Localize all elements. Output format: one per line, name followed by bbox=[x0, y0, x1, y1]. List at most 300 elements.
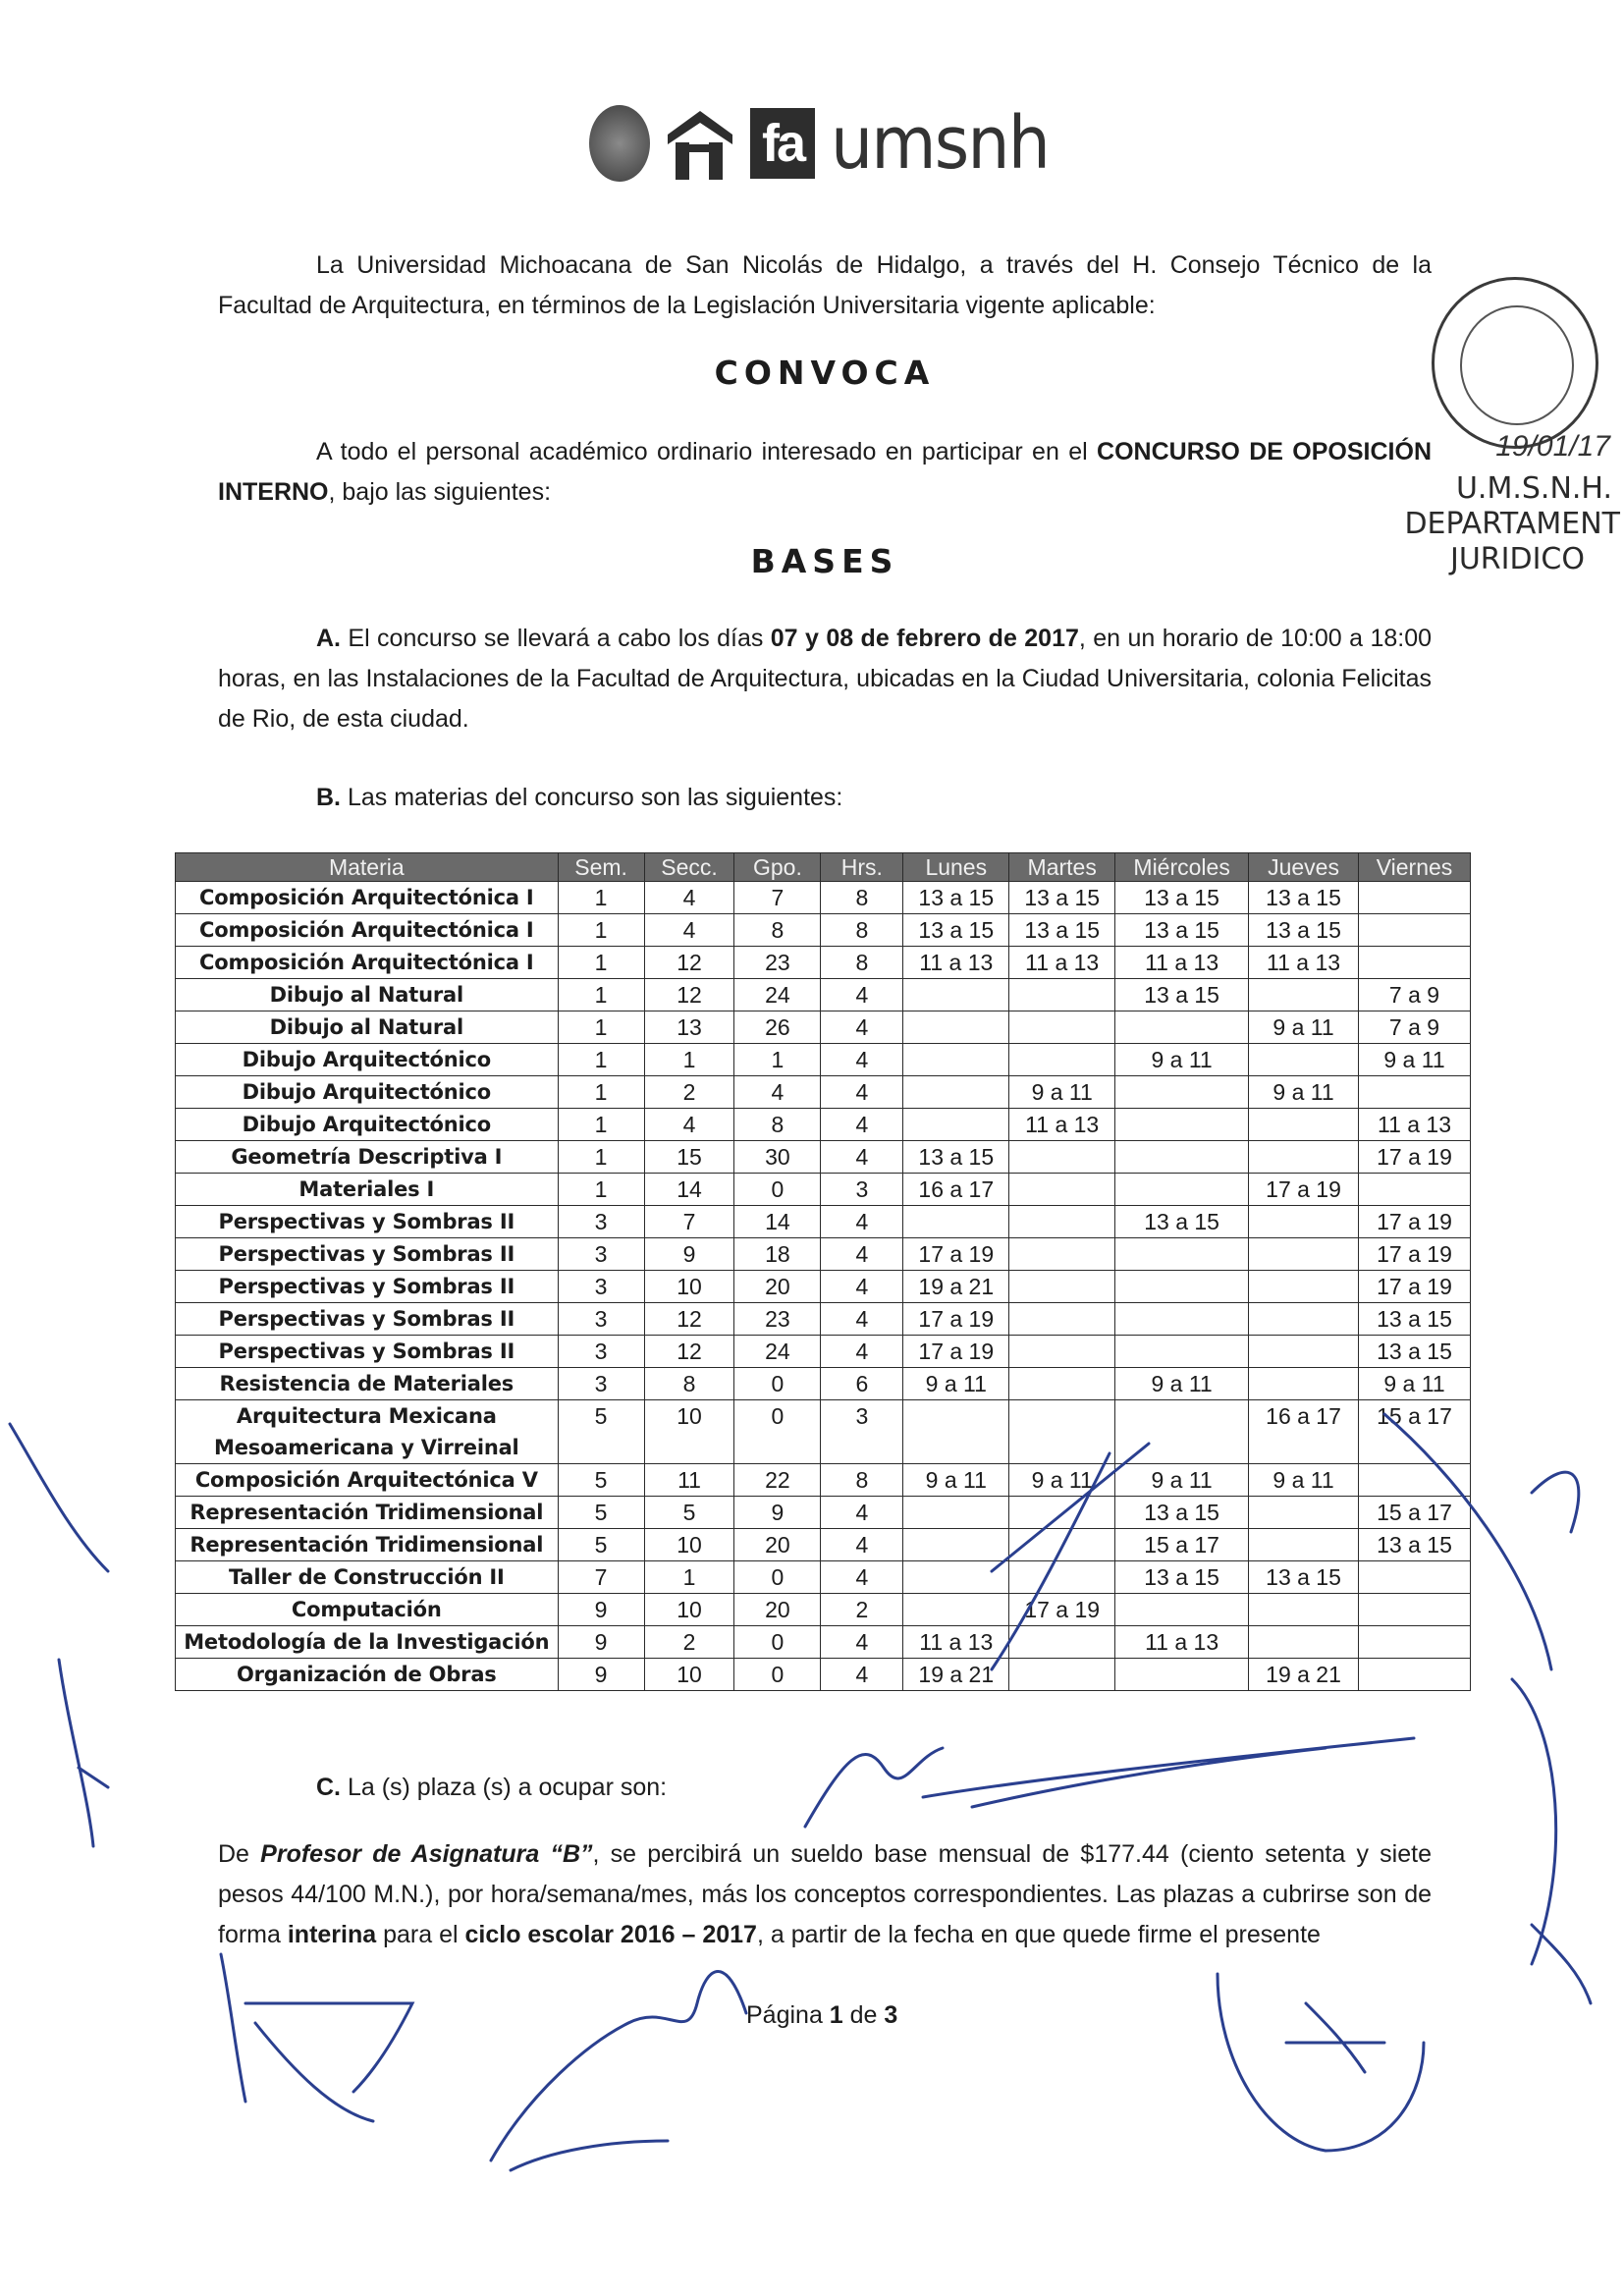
table-cell: 4 bbox=[821, 1529, 903, 1561]
stamp-date: 19/01/17 bbox=[1495, 430, 1610, 463]
table-cell: 4 bbox=[644, 882, 734, 914]
table-cell bbox=[1249, 1238, 1359, 1271]
column-header: Secc. bbox=[644, 853, 734, 882]
table-cell: 8 bbox=[644, 1368, 734, 1400]
table-cell: 13 a 15 bbox=[1359, 1529, 1471, 1561]
table-cell: 12 bbox=[644, 1336, 734, 1368]
subject-cell: Dibujo al Natural bbox=[176, 979, 559, 1011]
table-cell: 7 bbox=[644, 1206, 734, 1238]
table-cell bbox=[1115, 1303, 1249, 1336]
table-cell: 9 a 11 bbox=[1249, 1464, 1359, 1497]
table-row bbox=[176, 1303, 1471, 1336]
table-cell: 1 bbox=[558, 914, 644, 947]
table-cell: 26 bbox=[734, 1011, 821, 1044]
table-cell: 9 a 11 bbox=[1115, 1464, 1249, 1497]
table-cell bbox=[1249, 1206, 1359, 1238]
table-cell: 2 bbox=[644, 1076, 734, 1109]
table-row bbox=[176, 1044, 1471, 1076]
table-cell bbox=[1009, 1271, 1115, 1303]
table-cell: 9 bbox=[558, 1594, 644, 1626]
section-c-label: C. bbox=[316, 1774, 341, 1801]
table-cell: 13 a 15 bbox=[1249, 882, 1359, 914]
table-cell: 30 bbox=[734, 1141, 821, 1174]
page-of: de bbox=[842, 2001, 885, 2029]
table-cell: 13 a 15 bbox=[903, 914, 1009, 947]
table-cell: 17 a 19 bbox=[903, 1303, 1009, 1336]
table-cell: 17 a 19 bbox=[1359, 1271, 1471, 1303]
table-cell: 11 a 13 bbox=[1009, 947, 1115, 979]
invitation-text-end: , bajo las siguientes: bbox=[328, 478, 552, 506]
page-label: Página bbox=[746, 2001, 830, 2029]
table-cell: 0 bbox=[734, 1174, 821, 1206]
table-cell bbox=[1249, 1368, 1359, 1400]
plaza-ciclo: ciclo escolar 2016 – 2017 bbox=[464, 1921, 757, 1948]
table-cell: 18 bbox=[734, 1238, 821, 1271]
table-cell bbox=[1249, 1336, 1359, 1368]
subject-cell: Representación Tridimensional bbox=[176, 1529, 559, 1561]
subject-cell: Dibujo Arquitectónico bbox=[176, 1044, 559, 1076]
subject-cell: Composición Arquitectónica V bbox=[176, 1464, 559, 1497]
table-row bbox=[176, 1626, 1471, 1659]
subject-cell: Resistencia de Materiales bbox=[176, 1368, 559, 1400]
faculty-logo bbox=[589, 98, 1067, 189]
subject-cell: Perspectivas y Sombras II bbox=[176, 1336, 559, 1368]
table-cell bbox=[1249, 1626, 1359, 1659]
table-cell: 13 a 15 bbox=[903, 1141, 1009, 1174]
table-cell: 10 bbox=[644, 1400, 734, 1464]
signature-right-2 bbox=[1512, 1679, 1591, 2003]
plaza-text-2: , se percibirá un sueldo base mensual de $177.44 (ciento setenta y siete pesos 44/100 M.N.), por hora/semana/mes, más los conceptos correspondientes. Las plazas a cubrirse son de forma bbox=[218, 1840, 1432, 1948]
invitation-paragraph bbox=[218, 432, 1432, 513]
table-cell: 4 bbox=[821, 1271, 903, 1303]
subject-cell: Composición Arquitectónica I bbox=[176, 882, 559, 914]
table-cell: 11 a 13 bbox=[1359, 1109, 1471, 1141]
table-cell: 0 bbox=[734, 1400, 821, 1464]
table-cell: 9 bbox=[644, 1238, 734, 1271]
table-cell: 13 a 15 bbox=[1115, 1206, 1249, 1238]
subjects-table bbox=[175, 852, 1471, 1691]
subject-cell: Dibujo Arquitectónico bbox=[176, 1076, 559, 1109]
table-cell bbox=[1115, 1594, 1249, 1626]
table-cell: 1 bbox=[644, 1044, 734, 1076]
table-cell: 4 bbox=[821, 1659, 903, 1691]
section-c-paragraph bbox=[218, 1768, 1432, 1808]
table-cell: 3 bbox=[558, 1271, 644, 1303]
table-cell: 19 a 21 bbox=[903, 1659, 1009, 1691]
table-cell: 1 bbox=[734, 1044, 821, 1076]
column-header: Gpo. bbox=[734, 853, 821, 882]
table-cell bbox=[1009, 1400, 1115, 1464]
table-cell: 13 bbox=[644, 1011, 734, 1044]
table-row bbox=[176, 1206, 1471, 1238]
table-cell bbox=[1009, 979, 1115, 1011]
column-header: Martes bbox=[1009, 853, 1115, 882]
page-total: 3 bbox=[884, 2001, 898, 2029]
table-cell: 0 bbox=[734, 1368, 821, 1400]
table-row bbox=[176, 1659, 1471, 1691]
table-cell: 23 bbox=[734, 1303, 821, 1336]
table-cell bbox=[1009, 1011, 1115, 1044]
table-cell bbox=[1249, 1303, 1359, 1336]
table-cell: 1 bbox=[558, 1141, 644, 1174]
table-cell: 3 bbox=[821, 1174, 903, 1206]
stamp-line-1: U.M.S.N.H. bbox=[1455, 471, 1612, 506]
table-cell bbox=[1115, 1336, 1249, 1368]
house-icon bbox=[664, 105, 736, 182]
page-number bbox=[746, 2001, 897, 2030]
table-cell: 12 bbox=[644, 1303, 734, 1336]
table-cell bbox=[1359, 914, 1471, 947]
table-cell: 7 bbox=[558, 1561, 644, 1594]
subject-cell: Composición Arquitectónica I bbox=[176, 947, 559, 979]
table-cell bbox=[1115, 1659, 1249, 1691]
table-cell bbox=[1115, 1238, 1249, 1271]
table-cell: 13 a 15 bbox=[1115, 882, 1249, 914]
signature-bottom-right bbox=[1218, 1974, 1424, 2151]
table-cell: 11 a 13 bbox=[1249, 947, 1359, 979]
table-cell bbox=[903, 1044, 1009, 1076]
table-cell bbox=[1115, 1271, 1249, 1303]
table-cell bbox=[1009, 1626, 1115, 1659]
subject-cell: Perspectivas y Sombras II bbox=[176, 1303, 559, 1336]
section-a-text-end: , en un horario de 10:00 a 18:00 horas, en las Instalaciones de la Facultad de Arquitectura, ubicadas en la Ciudad Universitaria, colonia Felicitas de Rio, de esta ciudad. bbox=[218, 625, 1433, 733]
table-cell: 3 bbox=[558, 1303, 644, 1336]
table-cell: 17 a 19 bbox=[1359, 1238, 1471, 1271]
table-cell: 14 bbox=[644, 1174, 734, 1206]
table-cell bbox=[903, 1594, 1009, 1626]
table-cell: 4 bbox=[821, 1206, 903, 1238]
fa-logo: fa bbox=[750, 108, 815, 179]
table-cell: 13 a 15 bbox=[1009, 882, 1115, 914]
table-cell bbox=[903, 1529, 1009, 1561]
subject-cell: Arquitectura Mexicana Mesoamericana y Virreinal bbox=[176, 1400, 559, 1464]
table-cell bbox=[903, 1011, 1009, 1044]
table-cell bbox=[1115, 1109, 1249, 1141]
contest-dates: 07 y 08 de febrero de 2017 bbox=[770, 625, 1079, 652]
table-row bbox=[176, 1271, 1471, 1303]
table-row bbox=[176, 947, 1471, 979]
table-cell: 4 bbox=[821, 1011, 903, 1044]
table-cell bbox=[1115, 1174, 1249, 1206]
table-cell: 3 bbox=[558, 1368, 644, 1400]
table-cell: 20 bbox=[734, 1529, 821, 1561]
table-cell: 7 a 9 bbox=[1359, 979, 1471, 1011]
column-header: Jueves bbox=[1249, 853, 1359, 882]
juridico-stamp bbox=[1404, 265, 1620, 579]
table-cell: 8 bbox=[821, 947, 903, 979]
table-cell bbox=[1249, 1271, 1359, 1303]
table-cell: 10 bbox=[644, 1271, 734, 1303]
table-cell: 9 bbox=[734, 1497, 821, 1529]
table-cell bbox=[1009, 1336, 1115, 1368]
table-cell: 22 bbox=[734, 1464, 821, 1497]
table-cell bbox=[1249, 1044, 1359, 1076]
table-cell: 3 bbox=[558, 1238, 644, 1271]
table-row bbox=[176, 1076, 1471, 1109]
column-header: Materia bbox=[176, 853, 559, 882]
table-cell: 4 bbox=[821, 1044, 903, 1076]
table-cell: 8 bbox=[734, 914, 821, 947]
table-row bbox=[176, 979, 1471, 1011]
table-cell bbox=[903, 1400, 1009, 1464]
table-cell: 13 a 15 bbox=[1115, 1561, 1249, 1594]
table-cell: 4 bbox=[821, 1238, 903, 1271]
table-cell: 13 a 15 bbox=[1249, 1561, 1359, 1594]
table-cell bbox=[1249, 979, 1359, 1011]
table-cell: 9 a 11 bbox=[1009, 1464, 1115, 1497]
plaza-paragraph bbox=[218, 1834, 1432, 1955]
subject-cell: Perspectivas y Sombras II bbox=[176, 1206, 559, 1238]
table-row bbox=[176, 1400, 1471, 1464]
subject-cell: Representación Tridimensional bbox=[176, 1497, 559, 1529]
signature-bottom-left bbox=[221, 1954, 412, 2121]
table-cell bbox=[1009, 1529, 1115, 1561]
table-row bbox=[176, 1497, 1471, 1529]
table-cell: 4 bbox=[644, 914, 734, 947]
table-cell: 3 bbox=[558, 1206, 644, 1238]
table-cell: 5 bbox=[558, 1497, 644, 1529]
table-cell: 19 a 21 bbox=[903, 1271, 1009, 1303]
contest-name: CONCURSO DE OPOSICIÓN INTERNO bbox=[218, 438, 1432, 506]
table-cell: 15 bbox=[644, 1141, 734, 1174]
table-cell bbox=[903, 979, 1009, 1011]
table-cell: 17 a 19 bbox=[1359, 1141, 1471, 1174]
table-cell bbox=[1359, 1626, 1471, 1659]
table-cell: 11 bbox=[644, 1464, 734, 1497]
table-cell: 17 a 19 bbox=[1359, 1206, 1471, 1238]
table-cell: 13 a 15 bbox=[1115, 979, 1249, 1011]
plaza-interina: interina bbox=[287, 1921, 377, 1948]
section-c-text: La (s) plaza (s) a ocupar son: bbox=[341, 1774, 668, 1801]
table-cell: 1 bbox=[558, 882, 644, 914]
table-cell bbox=[1249, 1141, 1359, 1174]
table-row bbox=[176, 1174, 1471, 1206]
signature-left-margin-2 bbox=[59, 1660, 108, 1846]
table-cell: 4 bbox=[821, 1561, 903, 1594]
table-cell: 1 bbox=[558, 979, 644, 1011]
section-b-paragraph bbox=[218, 778, 1432, 818]
table-cell bbox=[1359, 1594, 1471, 1626]
table-cell bbox=[1359, 1174, 1471, 1206]
stamp-line-3: JURIDICO bbox=[1449, 542, 1585, 576]
table-cell bbox=[1249, 1529, 1359, 1561]
table-cell: 2 bbox=[821, 1594, 903, 1626]
table-cell: 13 a 15 bbox=[1009, 914, 1115, 947]
subject-cell: Organización de Obras bbox=[176, 1659, 559, 1691]
table-cell: 4 bbox=[821, 1303, 903, 1336]
table-cell bbox=[1115, 1400, 1249, 1464]
subject-cell: Metodología de la Investigación bbox=[176, 1626, 559, 1659]
subject-cell: Taller de Construcción II bbox=[176, 1561, 559, 1594]
plaza-text-4: , a partir de la fecha en que quede firme el presente bbox=[756, 1921, 1321, 1948]
subject-cell: Perspectivas y Sombras II bbox=[176, 1271, 559, 1303]
table-cell bbox=[1359, 1464, 1471, 1497]
table-cell bbox=[1009, 1141, 1115, 1174]
plaza-text-3: para el bbox=[376, 1921, 465, 1948]
table-cell: 1 bbox=[644, 1561, 734, 1594]
table-cell bbox=[1359, 882, 1471, 914]
convoca-heading: CONVOCA bbox=[714, 354, 936, 392]
table-cell: 17 a 19 bbox=[1009, 1594, 1115, 1626]
university-seal-icon bbox=[589, 105, 650, 182]
table-cell: 0 bbox=[734, 1626, 821, 1659]
table-cell: 13 a 15 bbox=[1359, 1303, 1471, 1336]
table-cell: 9 a 11 bbox=[1359, 1044, 1471, 1076]
table-cell: 11 a 13 bbox=[903, 947, 1009, 979]
stamp-line-2: DEPARTAMENT bbox=[1404, 507, 1620, 541]
table-cell bbox=[1115, 1141, 1249, 1174]
subject-cell: Composición Arquitectónica I bbox=[176, 914, 559, 947]
table-cell: 23 bbox=[734, 947, 821, 979]
table-cell bbox=[1359, 947, 1471, 979]
table-cell: 9 a 11 bbox=[1249, 1076, 1359, 1109]
table-cell: 16 a 17 bbox=[903, 1174, 1009, 1206]
table-cell bbox=[903, 1109, 1009, 1141]
table-cell: 12 bbox=[644, 947, 734, 979]
table-cell: 1 bbox=[558, 1109, 644, 1141]
signature-bottom-center bbox=[491, 1972, 746, 2171]
table-row bbox=[176, 1368, 1471, 1400]
table-row bbox=[176, 1109, 1471, 1141]
column-header: Miércoles bbox=[1115, 853, 1249, 882]
table-cell: 4 bbox=[821, 1076, 903, 1109]
table-cell: 5 bbox=[558, 1400, 644, 1464]
table-cell: 4 bbox=[821, 1109, 903, 1141]
signature-left-margin-1 bbox=[10, 1424, 108, 1571]
table-cell: 11 a 13 bbox=[1115, 1626, 1249, 1659]
section-a-text: El concurso se llevará a cabo los días bbox=[341, 625, 771, 652]
table-cell: 13 a 15 bbox=[1115, 1497, 1249, 1529]
table-cell: 15 a 17 bbox=[1359, 1400, 1471, 1464]
section-a-paragraph bbox=[218, 619, 1432, 739]
table-cell: 8 bbox=[821, 882, 903, 914]
table-cell: 10 bbox=[644, 1529, 734, 1561]
table-cell: 13 a 15 bbox=[1249, 914, 1359, 947]
table-cell bbox=[1359, 1076, 1471, 1109]
table-cell bbox=[1115, 1076, 1249, 1109]
table-row bbox=[176, 1336, 1471, 1368]
table-cell: 9 a 11 bbox=[1009, 1076, 1115, 1109]
table-cell: 4 bbox=[644, 1109, 734, 1141]
table-cell: 1 bbox=[558, 1011, 644, 1044]
table-cell bbox=[1009, 1659, 1115, 1691]
table-cell: 14 bbox=[734, 1206, 821, 1238]
table-cell: 15 a 17 bbox=[1359, 1497, 1471, 1529]
table-cell bbox=[1359, 1561, 1471, 1594]
table-cell: 17 a 19 bbox=[903, 1336, 1009, 1368]
table-cell: 2 bbox=[644, 1626, 734, 1659]
page-current: 1 bbox=[829, 2001, 843, 2029]
table-cell: 4 bbox=[734, 1076, 821, 1109]
table-cell: 8 bbox=[734, 1109, 821, 1141]
table-cell: 7 a 9 bbox=[1359, 1011, 1471, 1044]
table-cell: 9 bbox=[558, 1659, 644, 1691]
invitation-text: A todo el personal académico ordinario interesado en participar en el bbox=[316, 438, 1098, 465]
table-cell bbox=[903, 1497, 1009, 1529]
table-cell: 13 a 15 bbox=[1359, 1336, 1471, 1368]
section-b-text: Las materias del concurso son las siguientes: bbox=[341, 784, 843, 811]
intro-paragraph: La Universidad Michoacana de San Nicolás de Hidalgo, a través del H. Consejo Técnico de la Facultad de Arquitectura, en términos de la Legislación Universitaria vigente aplicable: bbox=[218, 251, 1432, 319]
table-cell bbox=[1249, 1497, 1359, 1529]
table-cell: 8 bbox=[821, 1464, 903, 1497]
plaza-role: Profesor de Asignatura “B” bbox=[260, 1840, 593, 1868]
table-cell: 9 a 11 bbox=[1359, 1368, 1471, 1400]
table-cell: 9 a 11 bbox=[903, 1368, 1009, 1400]
table-cell: 24 bbox=[734, 1336, 821, 1368]
umsnh-wordmark: umsnh bbox=[831, 101, 1050, 186]
university-stamp-seal-icon bbox=[1432, 277, 1598, 449]
table-cell bbox=[1249, 1109, 1359, 1141]
table-cell: 20 bbox=[734, 1271, 821, 1303]
subject-cell: Materiales I bbox=[176, 1174, 559, 1206]
table-row bbox=[176, 882, 1471, 914]
table-cell: 9 a 11 bbox=[1249, 1011, 1359, 1044]
table-cell: 0 bbox=[734, 1659, 821, 1691]
table-cell bbox=[1009, 1206, 1115, 1238]
table-cell bbox=[1115, 1011, 1249, 1044]
table-cell: 4 bbox=[821, 1336, 903, 1368]
table-row bbox=[176, 1529, 1471, 1561]
subject-cell: Dibujo al Natural bbox=[176, 1011, 559, 1044]
table-cell: 24 bbox=[734, 979, 821, 1011]
table-cell: 11 a 13 bbox=[1115, 947, 1249, 979]
subject-cell: Computación bbox=[176, 1594, 559, 1626]
table-cell: 5 bbox=[558, 1529, 644, 1561]
table-cell: 4 bbox=[821, 1626, 903, 1659]
table-cell: 10 bbox=[644, 1594, 734, 1626]
table-cell: 1 bbox=[558, 1076, 644, 1109]
table-cell: 1 bbox=[558, 1174, 644, 1206]
table-row bbox=[176, 1141, 1471, 1174]
table-cell bbox=[1009, 1368, 1115, 1400]
table-cell bbox=[1009, 1303, 1115, 1336]
table-cell: 4 bbox=[821, 1497, 903, 1529]
table-cell: 20 bbox=[734, 1594, 821, 1626]
table-cell bbox=[903, 1076, 1009, 1109]
table-cell: 9 a 11 bbox=[1115, 1368, 1249, 1400]
table-cell: 17 a 19 bbox=[1249, 1174, 1359, 1206]
table-cell: 9 a 11 bbox=[1115, 1044, 1249, 1076]
table-cell: 17 a 19 bbox=[903, 1238, 1009, 1271]
table-row bbox=[176, 1238, 1471, 1271]
column-header: Lunes bbox=[903, 853, 1009, 882]
table-cell: 4 bbox=[821, 1141, 903, 1174]
table-cell: 5 bbox=[558, 1464, 644, 1497]
table-cell: 3 bbox=[821, 1400, 903, 1464]
table-cell: 1 bbox=[558, 947, 644, 979]
table-cell: 12 bbox=[644, 979, 734, 1011]
table-cell: 15 a 17 bbox=[1115, 1529, 1249, 1561]
table-cell: 9 a 11 bbox=[903, 1464, 1009, 1497]
table-cell: 11 a 13 bbox=[903, 1626, 1009, 1659]
table-cell: 13 a 15 bbox=[1115, 914, 1249, 947]
table-cell: 1 bbox=[558, 1044, 644, 1076]
table-cell bbox=[1009, 1497, 1115, 1529]
table-cell bbox=[1009, 1238, 1115, 1271]
table-cell: 5 bbox=[644, 1497, 734, 1529]
table-cell: 0 bbox=[734, 1561, 821, 1594]
table-cell: 9 bbox=[558, 1626, 644, 1659]
table-cell: 10 bbox=[644, 1659, 734, 1691]
section-a-label: A. bbox=[316, 625, 341, 652]
table-row bbox=[176, 914, 1471, 947]
bases-heading: BASES bbox=[750, 542, 899, 580]
table-row bbox=[176, 1594, 1471, 1626]
table-cell bbox=[1249, 1594, 1359, 1626]
table-cell bbox=[1009, 1174, 1115, 1206]
table-cell: 19 a 21 bbox=[1249, 1659, 1359, 1691]
table-header-row bbox=[176, 853, 1471, 882]
